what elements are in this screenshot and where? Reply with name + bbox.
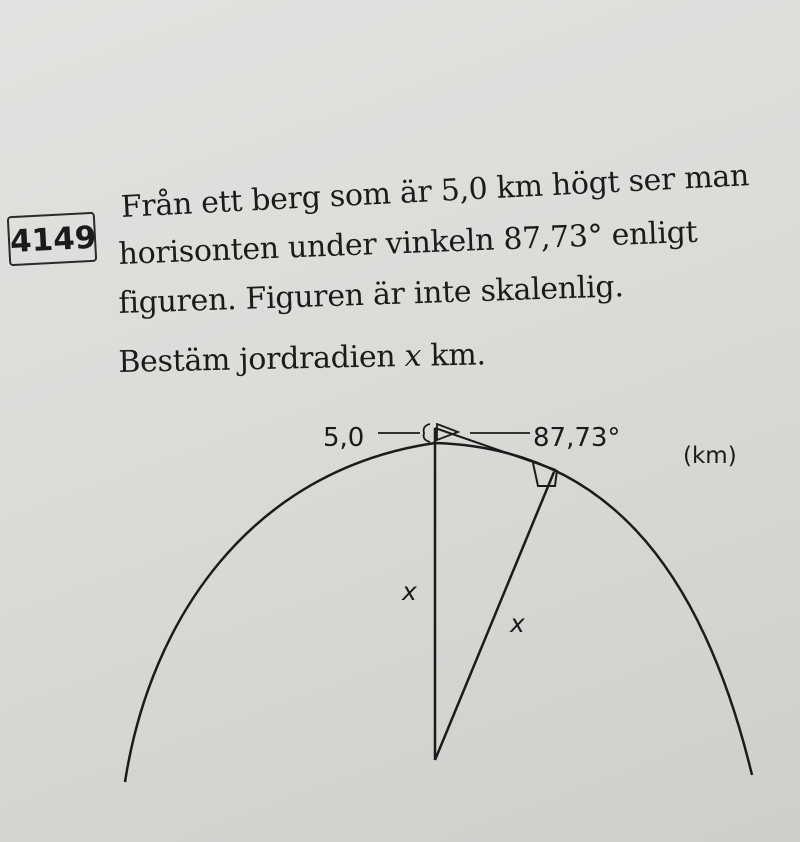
question-suffix: km. <box>420 337 487 374</box>
radius-label-vertical: x <box>402 577 417 606</box>
angle-label: 87,73° <box>533 423 621 453</box>
height-brace <box>424 424 430 442</box>
question-prefix: Bestäm jordradien <box>118 339 405 380</box>
radius-label-tangent: x <box>510 609 525 638</box>
height-label: 5,0 <box>323 423 365 453</box>
problem-text-line-1: Från ett berg som är 5,0 km högt ser man <box>120 158 750 225</box>
radius-line-tangent <box>435 472 554 760</box>
problem-text-line-2: horisonten under vinkeln 87,73° enligt <box>118 214 698 272</box>
unit-label: (km) <box>683 443 737 469</box>
earth-surface-arc <box>125 443 752 782</box>
problem-text-line-3: figuren. Figuren är inte skalenlig. <box>118 269 625 321</box>
question-variable: x <box>404 338 422 374</box>
problem-number: 4149 <box>9 219 98 261</box>
